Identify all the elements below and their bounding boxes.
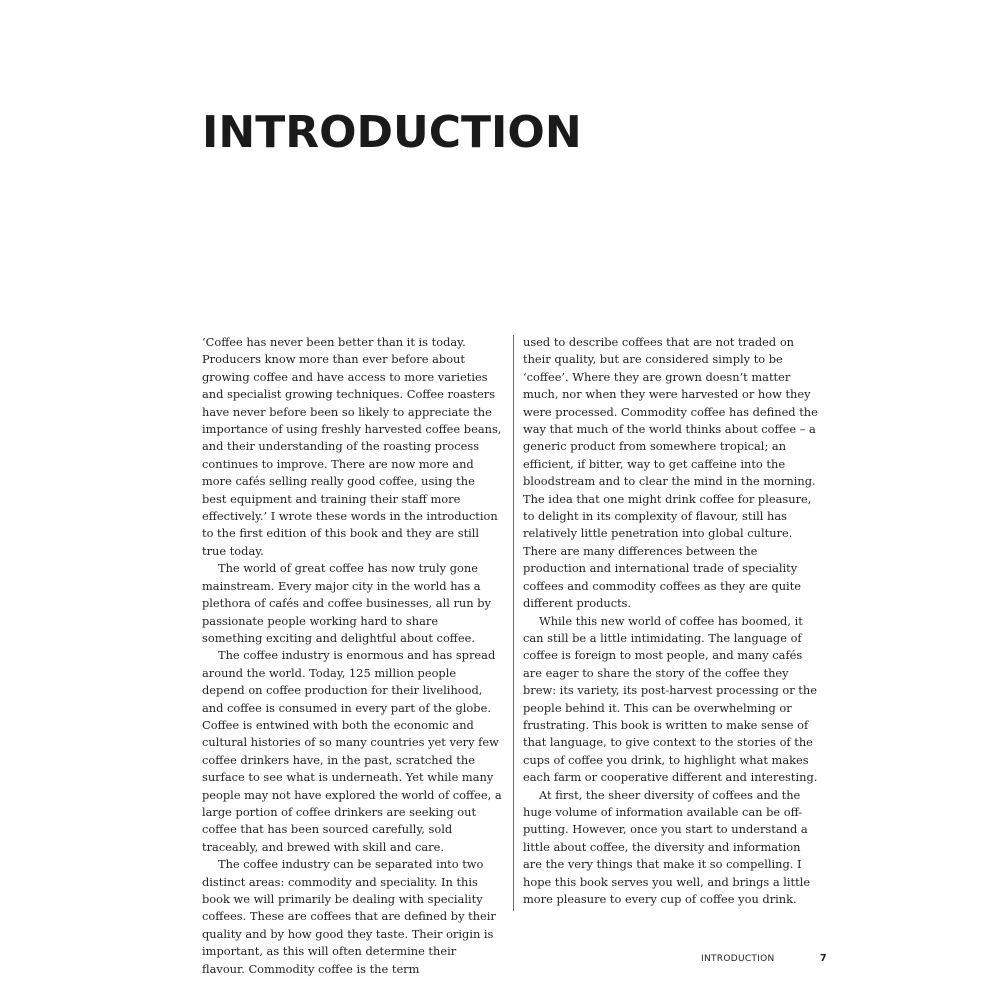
- paragraph: At first, the sheer diversity of coffees and the huge volume of information available can be off-putting. However, once you start to understand a little about coffee, the diversity and information are the very things that make it so compelling. I hope this book serves you well, and brings a little more pleasure to every cup of coffee you drink.: [523, 787, 811, 906]
- paragraph: While this new world of coffee has boomed, it can still be a little intimidating. The language of coffee is foreign to most people, and many cafés are eager to share the story of the coffee they brew: its variety, its post-harvest processing or the people behind it. This can be overwhelming or frustrating. This book is written to make sense of that language, to give context to the stories of the cups of coffee you drink, to highlight what makes each farm or cooperative different and interesting.: [523, 613, 818, 785]
- text-column-left: [202, 334, 502, 978]
- text-column-right: [523, 334, 823, 908]
- paragraph: ‘Coffee has never been better than it is today. Producers know more than ever before about growing coffee and have access to more varieties and specialist growing techniques. Coffee roasters have never before been so likely to appreciate the importance of using freshly harvested coffee beans, and their understanding of the roasting process continues to improve. There are now more and more cafés selling really good coffee, using the best equipment and training their staff more effectively.’ I wrote these words in the introduction to the first edition of this book and they are still true today.: [202, 335, 502, 558]
- running-footer-section: INTRODUCTION: [701, 954, 775, 964]
- paragraph: The world of great coffee has now truly gone mainstream. Every major city in the world has a plethora of cafés and coffee businesses, all run by passionate people working hard to share something exciting and delightful about coffee.: [202, 561, 491, 645]
- paragraph: The coffee industry is enormous and has spread around the world. Today, 125 million people depend on coffee production for their livelihood, and coffee is consumed in every part of the globe. Coffee is entwined with both the economic and cultural histories of so many countries yet very few coffee drinkers have, in the past, scratched the surface to see what is underneath. Yet while many people may not have explored the world of coffee, a large portion of coffee drinkers are seeking out coffee that has been sourced carefully, sold traceably, and brewed with skill and care.: [202, 648, 502, 854]
- paragraph: The coffee industry can be separated into two distinct areas: commodity and speciality. In this book we will primarily be dealing with speciality coffees. These are coffees that are defined by their quality and by how good they taste. Their origin is important, as this will often determine their flavour. Commodity coffee is the term: [202, 857, 496, 976]
- page-title: INTRODUCTION: [202, 107, 582, 158]
- column-divider: [513, 335, 514, 911]
- paragraph: used to describe coffees that are not traded on their quality, but are considered simply to be ‘coffee’. Where they are grown doesn’t matter much, nor when they were harvested or how they were processed. Commodity coffee has defined the way that much of the world thinks about coffee – a generic product from somewhere tropical; an efficient, if bitter, way to get caffeine into the bloodstream and to clear the mind in the morning. The idea that one might drink coffee for pleasure, to delight in its complexity of flavour, still has relatively little penetration into global culture. There are many differences between the production and international trade of speciality coffees and commodity coffees as they are quite different products.: [523, 335, 818, 611]
- page-number: 7: [820, 953, 827, 964]
